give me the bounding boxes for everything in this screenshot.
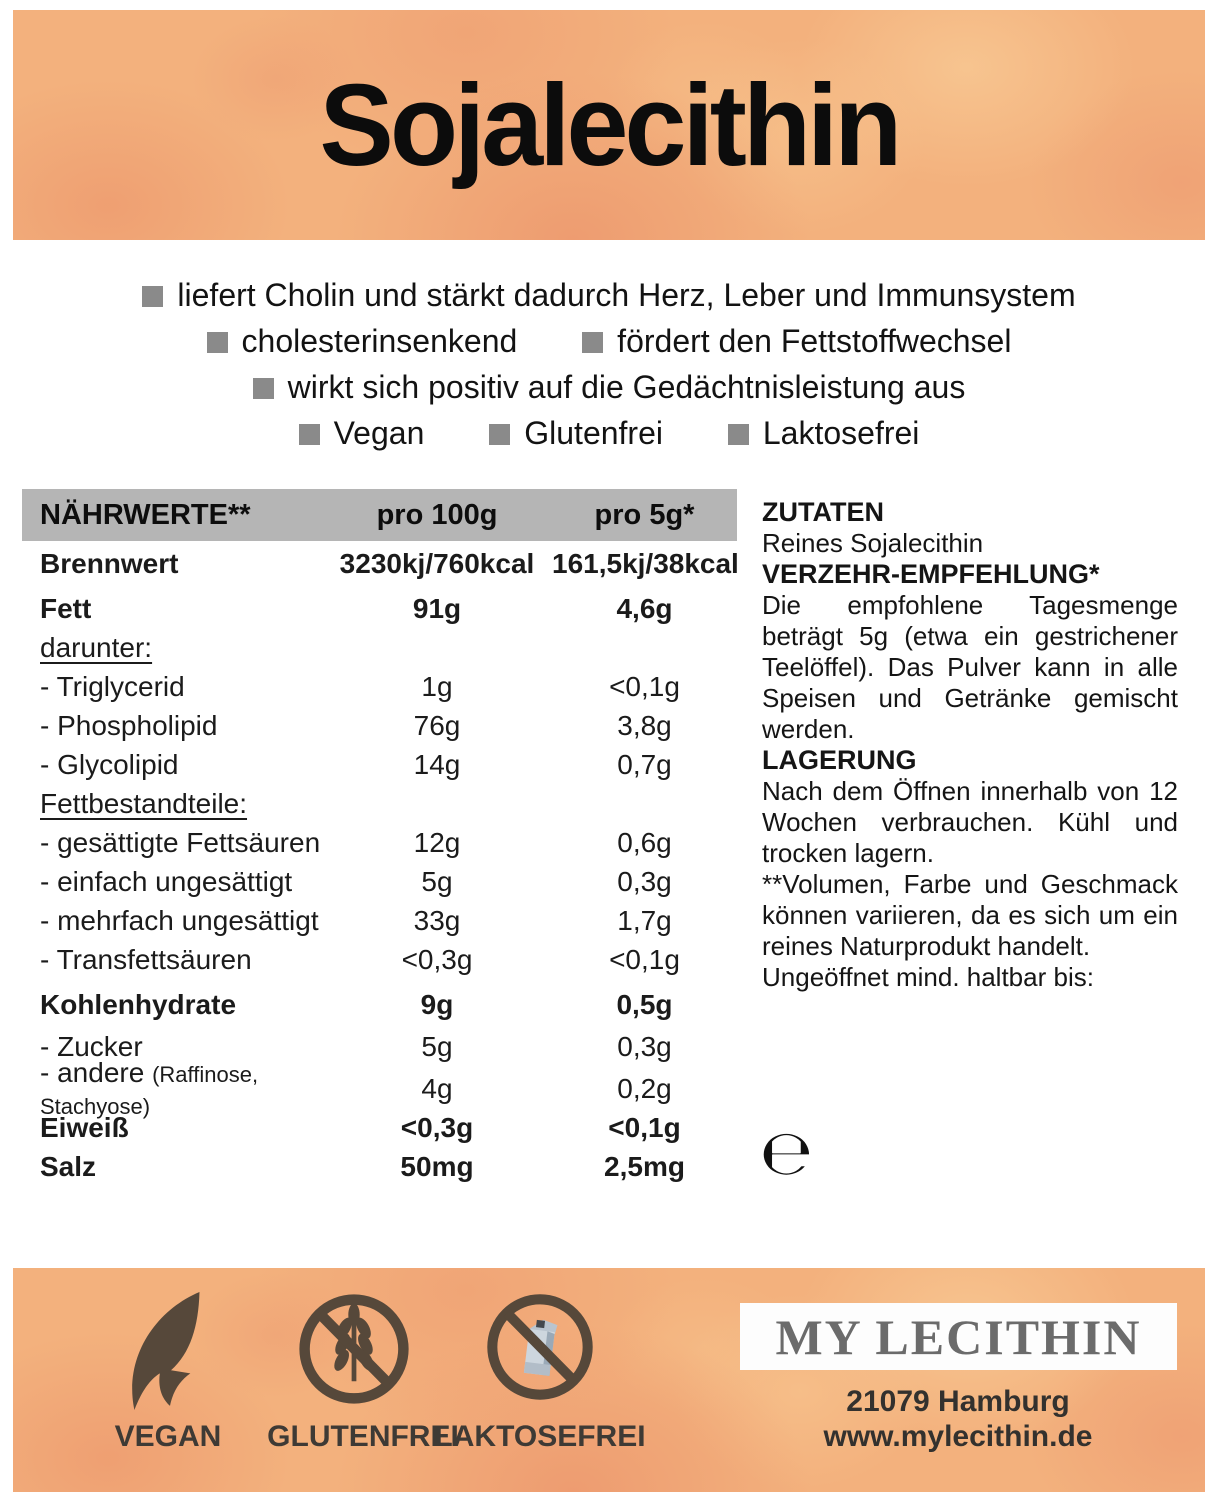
claim-text: Laktosefrei [762, 415, 920, 451]
bullet-square-icon [728, 424, 749, 445]
nutrition-table [22, 489, 737, 1186]
table-row: - einfach ungesättigt 5g 0,3g [40, 865, 672, 897]
bullet-square-icon [142, 286, 163, 307]
table-row: darunter: [40, 631, 153, 663]
estimated-sign-icon: ℮ [760, 1116, 813, 1189]
lactosefree-label: LAKTOSEFREI [434, 1420, 646, 1453]
vegan-leaf-icon [118, 1292, 222, 1412]
verzehr-heading: VERZEHR-EMPFEHLUNG* [762, 559, 1100, 589]
claim-text: liefert Cholin und stärkt dadurch Herz, Leber und Immunsystem [177, 277, 1076, 313]
table-row: - Phospholipid 76g 3,8g [40, 709, 672, 741]
claim-text: Glutenfrei [524, 415, 663, 451]
claim-text: Vegan [333, 415, 425, 451]
bottom-banner [13, 1268, 1205, 1492]
table-row: - mehrfach ungesättigt 33g 1,7g [40, 904, 672, 936]
brand-address: 21079 Hamburg [846, 1385, 1070, 1418]
table-row: Salz 50mg 2,5mg [40, 1150, 685, 1182]
claim-line [0, 410, 1218, 456]
claims-list [0, 272, 1218, 456]
table-row: Fettbestandteile: [40, 787, 248, 819]
header-per5g: pro 5g* [594, 498, 695, 531]
zutaten-heading: ZUTATEN [762, 497, 884, 527]
zutaten-text: Reines Sojalecithin [762, 528, 984, 558]
brand-name: MY LECITHIN [775, 1308, 1142, 1365]
claim-line [0, 272, 1218, 318]
bullet-square-icon [299, 424, 320, 445]
table-row: Kohlenhydrate 9g 0,5g [40, 988, 673, 1020]
volumen-note: **Volumen, Farbe und Geschmack können variieren, da es sich um ein reines Naturprodukt handelt. [762, 869, 1178, 961]
bullet-square-icon [582, 332, 603, 353]
top-banner [13, 10, 1205, 240]
table-row: Brennwert 3230kj/760kcal 161,5kj/38kcal [40, 547, 739, 579]
table-row: - Zucker 5g 0,3g [40, 1030, 672, 1062]
vegan-label: VEGAN [114, 1420, 222, 1453]
glutenfree-icon [297, 1292, 411, 1406]
bullet-square-icon [207, 332, 228, 353]
info-column [760, 497, 1178, 1189]
table-row: - Transfettsäuren <0,3g <0,1g [40, 943, 680, 975]
table-row: - andere (Raffinose, Stachyose) 4g 0,2g [40, 1056, 672, 1119]
row-note: (Raffinose, Stachyose) [40, 1061, 259, 1119]
lagerung-heading: LAGERUNG [762, 745, 917, 775]
page-title: Sojalecithin [319, 60, 899, 190]
brand-website: www.mylecithin.de [823, 1420, 1093, 1453]
table-row: - Glycolipid 14g 0,7g [40, 748, 672, 780]
nutrition-table-header [22, 489, 737, 541]
claim-text: wirkt sich positiv auf die Gedächtnisleistung aus [287, 369, 966, 405]
glutenfree-label: GLUTENFREI [267, 1420, 459, 1453]
table-row: - Triglycerid 1g <0,1g [40, 670, 680, 702]
claim-line [0, 364, 1218, 410]
haltbar-text: Ungeöffnet mind. haltbar bis: [762, 962, 1094, 992]
table-row: Eiweiß <0,3g <0,1g [40, 1111, 681, 1143]
bullet-square-icon [253, 378, 274, 399]
table-row: Fett 91g 4,6g [40, 592, 673, 624]
brand-logo-box [740, 1303, 1177, 1370]
claim-line [0, 318, 1218, 364]
bullet-square-icon [489, 424, 510, 445]
claim-text: cholesterinsenkend [241, 323, 518, 359]
table-row: - gesättigte Fettsäuren 12g 0,6g [40, 826, 672, 858]
verzehr-text: Die empfohlene Tagesmenge beträgt 5g (etwa ein gestrichener Teelöffel). Das Pulver kann in alle Speisen und Getränke gemischt werden. [762, 590, 1178, 744]
claim-text: fördert den Fettstoffwechsel [617, 323, 1012, 359]
lactosefree-icon [485, 1292, 595, 1402]
lagerung-text: Nach dem Öffnen innerhalb von 12 Wochen verbrauchen. Kühl und trocken lagern. [762, 776, 1178, 868]
header-per100g: pro 100g [376, 498, 498, 531]
header-nutrients: NÄHRWERTE** [40, 498, 251, 531]
